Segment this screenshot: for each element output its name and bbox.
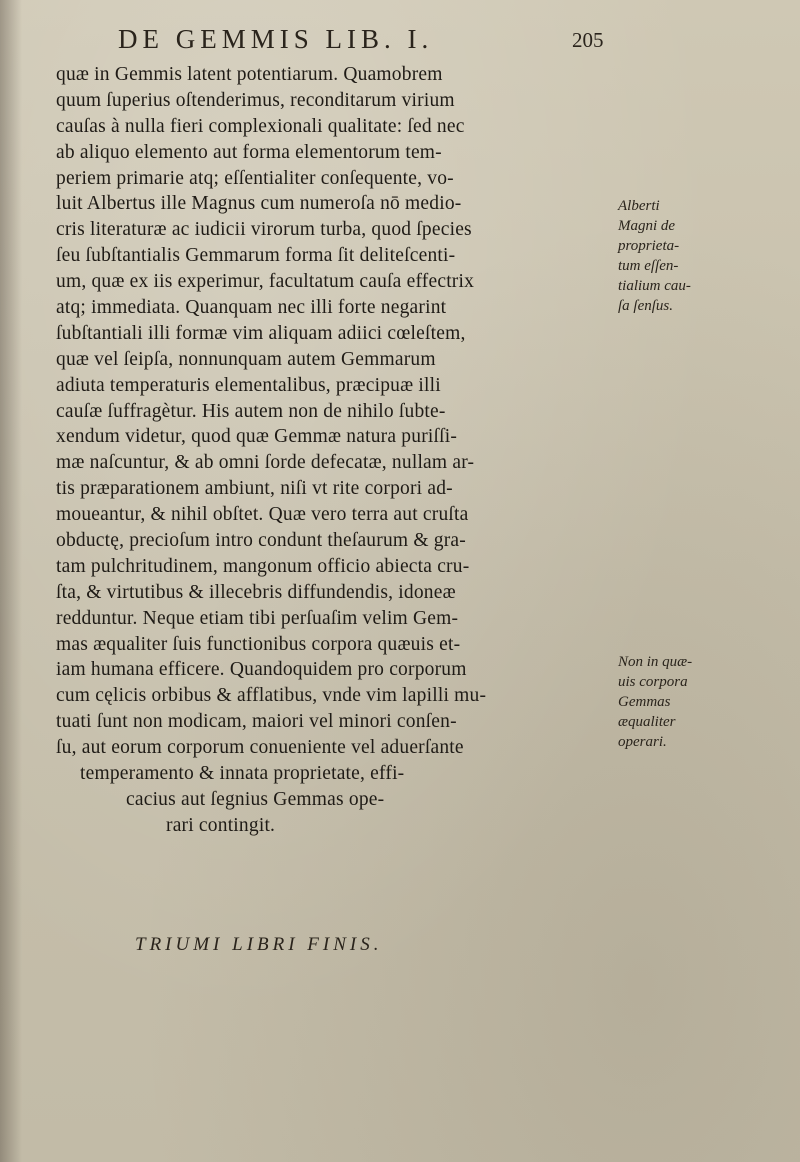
text-line: moueantur, & nihil obſtet. Quæ vero terra aut cruſta — [56, 504, 469, 526]
text-line: cum cęlicis orbibus & afflatibus, vnde vim lapilli mu- — [56, 685, 487, 707]
margin-note — [618, 652, 788, 752]
margin-note-line: tialium cau- — [618, 278, 691, 294]
text-line: ſeu ſubſtantialis Gemmarum forma ſit deliteſcenti- — [56, 245, 456, 267]
margin-note-line: Alberti — [618, 198, 660, 214]
text-line: adiuta temperaturis elementalibus, præcipuæ illi — [56, 374, 441, 396]
text-line: iam humana efficere. Quandoquidem pro corporum — [56, 659, 467, 681]
text-line: um, quæ ex iis experimur, facultatum cauſa effectrix — [56, 271, 475, 293]
text-line: tam pulchritudinem, mangonum officio abiecta cru- — [56, 555, 470, 577]
text-line: tis præparationem ambiunt, niſi vt rite corpori ad- — [56, 478, 453, 500]
text-line: quum ſuperius oſtenderimus, reconditarum virium — [56, 89, 455, 111]
text-line: quæ in Gemmis latent potentiarum. Quamobrem — [56, 64, 443, 85]
text-line: cacius aut ſegnius Gemmas ope- — [126, 788, 385, 810]
margin-note-line: Gemmas — [618, 694, 671, 710]
book-end-colophon: TRIUMI LIBRI FINIS. — [135, 934, 383, 955]
text-line: luit Albertus ille Magnus cum numeroſa nō medio- — [56, 193, 462, 215]
margin-note-line: ſa ſenſus. — [618, 298, 673, 314]
text-line: ab aliquo elemento aut forma elementorum tem- — [56, 141, 442, 163]
margin-note-line: Non in quæ- — [618, 654, 693, 670]
text-line: mas æqualiter ſuis functionibus corpora quæuis et- — [56, 633, 461, 655]
margin-note-line: Magni de — [618, 218, 676, 234]
text-line: xendum videtur, quod quæ Gemmæ natura puriſſi- — [56, 426, 458, 448]
text-line: cauſæ ſuffragètur. His autem non de nihilo ſubte- — [56, 400, 446, 422]
margin-note-line: æqualiter — [618, 714, 676, 730]
text-line: periem primarie atq; eſſentialiter conſequente, vo- — [56, 167, 454, 189]
spine-shadow — [0, 0, 22, 1162]
margin-note-line: proprieta- — [618, 238, 680, 254]
running-head-title: DE GEMMIS LIB. I. — [118, 24, 434, 54]
text-line: cris literaturæ ac iudicii virorum turba, quod ſpecies — [56, 219, 472, 241]
page-number: 205 — [572, 28, 604, 52]
running-head — [0, 18, 800, 58]
text-line: temperamento & innata proprietate, effi- — [80, 763, 405, 785]
text-line: tuati ſunt non modicam, maiori vel minori conſen- — [56, 711, 457, 733]
text-line: atq; immediata. Quanquam nec illi forte negarint — [56, 297, 447, 319]
text-line: ſubſtantiali illi formæ vim aliquam adiici cœleſtem, — [56, 322, 466, 344]
margin-note — [618, 196, 788, 316]
text-line: quæ vel ſeipſa, nonnunquam autem Gemmarum — [56, 348, 436, 370]
text-line: obductę, precioſum intro condunt theſaurum & gra- — [56, 530, 466, 552]
margin-note-line: tum eſſen- — [618, 258, 679, 274]
text-line: mæ naſcuntur, & ab omni ſorde defecatæ, nullam ar- — [56, 452, 475, 474]
margin-note-line: uis corpora — [618, 674, 688, 690]
margin-note-line: operari. — [618, 734, 667, 750]
text-line: ſta, & virtutibus & illecebris diffundendis, idoneæ — [56, 581, 456, 603]
text-line: redduntur. Neque etiam tibi perſuaſim velim Gem- — [56, 607, 459, 629]
text-line: rari contingit. — [166, 814, 276, 836]
text-line: ſu, aut eorum corporum conueniente vel aduerſante — [56, 737, 464, 759]
body-text — [56, 62, 616, 839]
text-line: cauſas à nulla fieri complexionali qualitate: ſed nec — [56, 115, 465, 137]
